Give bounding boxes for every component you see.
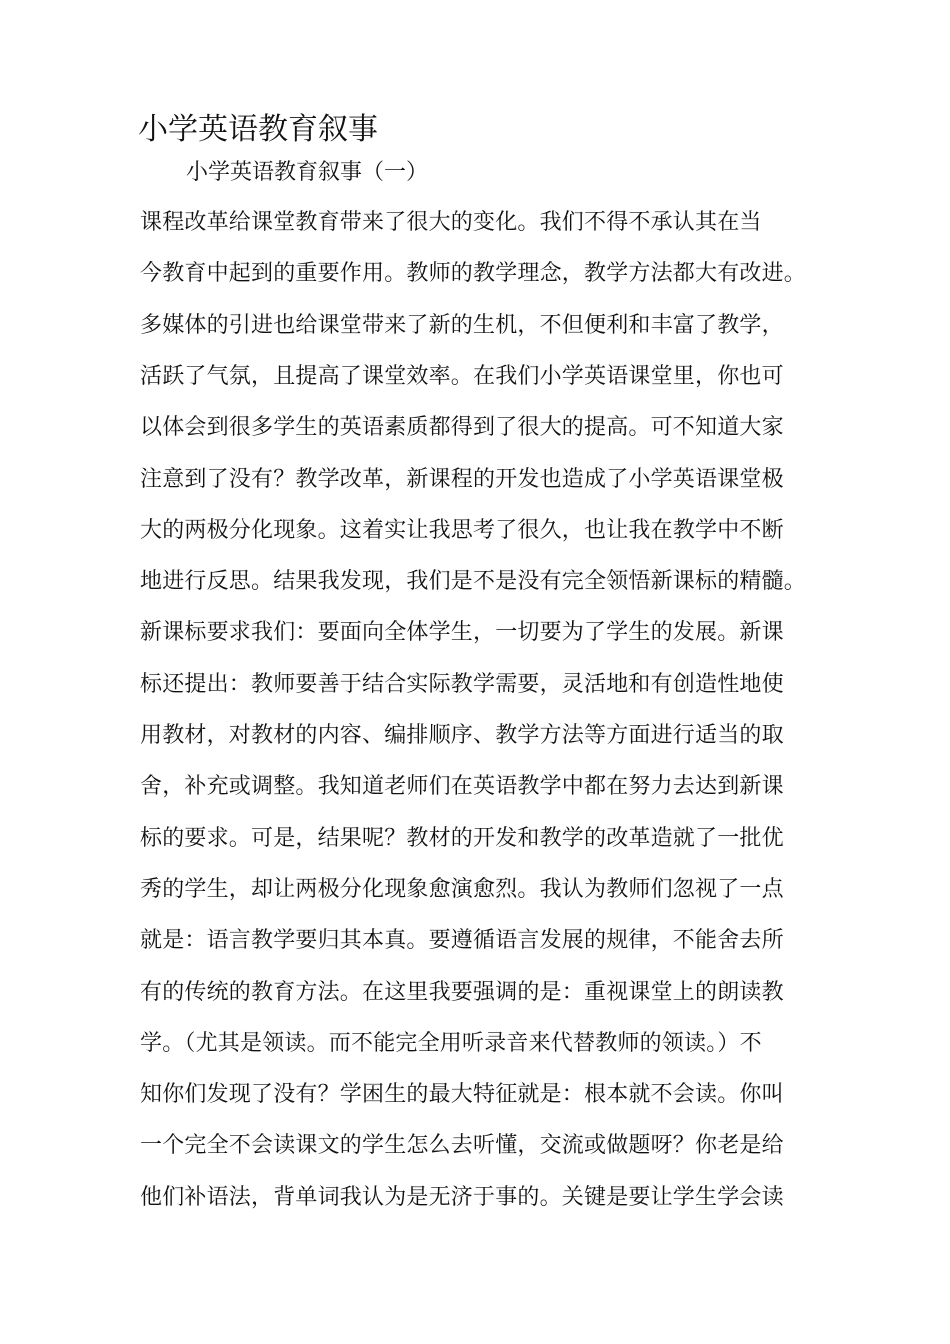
body-text-line: 就是：语言教学要归其本真。要遵循语言发展的规律，不能舍去所 bbox=[140, 928, 784, 954]
document-subtitle: 小学英语教育叙事（一） bbox=[186, 160, 429, 185]
body-text-line: 以体会到很多学生的英语素质都得到了很大的提高。可不知道大家 bbox=[140, 415, 784, 441]
body-text-line: 有的传统的教育方法。在这里我要强调的是：重视课堂上的朗读教 bbox=[140, 979, 784, 1005]
body-text-line: 他们补语法，背单词我认为是无济于事的。关键是要让学生学会读 bbox=[140, 1184, 784, 1210]
body-text-line: 多媒体的引进也给课堂带来了新的生机，不但便利和丰富了教学， bbox=[140, 312, 784, 338]
body-text-line: 知你们发现了没有？学困生的最大特征就是：根本就不会读。你叫 bbox=[140, 1082, 784, 1108]
body-text-line: 学。（尤其是领读。而不能完全用听录音来代替教师的领读。）不 bbox=[140, 1030, 762, 1056]
body-text-line: 舍，补充或调整。我知道老师们在英语教学中都在努力去达到新课 bbox=[140, 774, 784, 800]
body-text-line: 注意到了没有？教学改革，新课程的开发也造成了小学英语课堂极 bbox=[140, 466, 784, 492]
body-text-line: 秀的学生，却让两极分化现象愈演愈烈。我认为教师们忽视了一点 bbox=[140, 876, 784, 902]
body-text-line: 新课标要求我们：要面向全体学生，一切要为了学生的发展。新课 bbox=[140, 620, 784, 646]
body-text-line: 课程改革给课堂教育带来了很大的变化。我们不得不承认其在当 bbox=[140, 210, 762, 235]
body-text-line: 大的两极分化现象。这着实让我思考了很久，也让我在教学中不断 bbox=[140, 517, 784, 543]
body-text-line: 今教育中起到的重要作用。教师的教学理念，教学方法都大有改进。 bbox=[140, 261, 807, 287]
body-text-line: 地进行反思。结果我发现，我们是不是没有完全领悟新课标的精髓。 bbox=[140, 569, 807, 595]
body-text-line: 用教材，对教材的内容、编排顺序、教学方法等方面进行适当的取 bbox=[140, 723, 784, 748]
body-text-line: 一个完全不会读课文的学生怎么去听懂，交流或做题呀？你老是给 bbox=[140, 1133, 784, 1159]
body-text-line: 活跃了气氛，且提高了课堂效率。在我们小学英语课堂里，你也可 bbox=[140, 363, 784, 389]
document-title: 小学英语教育叙事 bbox=[138, 112, 378, 147]
body-text-line: 标的要求。可是，结果呢？教材的开发和教学的改革造就了一批优 bbox=[140, 825, 784, 851]
body-text-line: 标还提出：教师要善于结合实际教学需要，灵活地和有创造性地使 bbox=[140, 671, 784, 697]
